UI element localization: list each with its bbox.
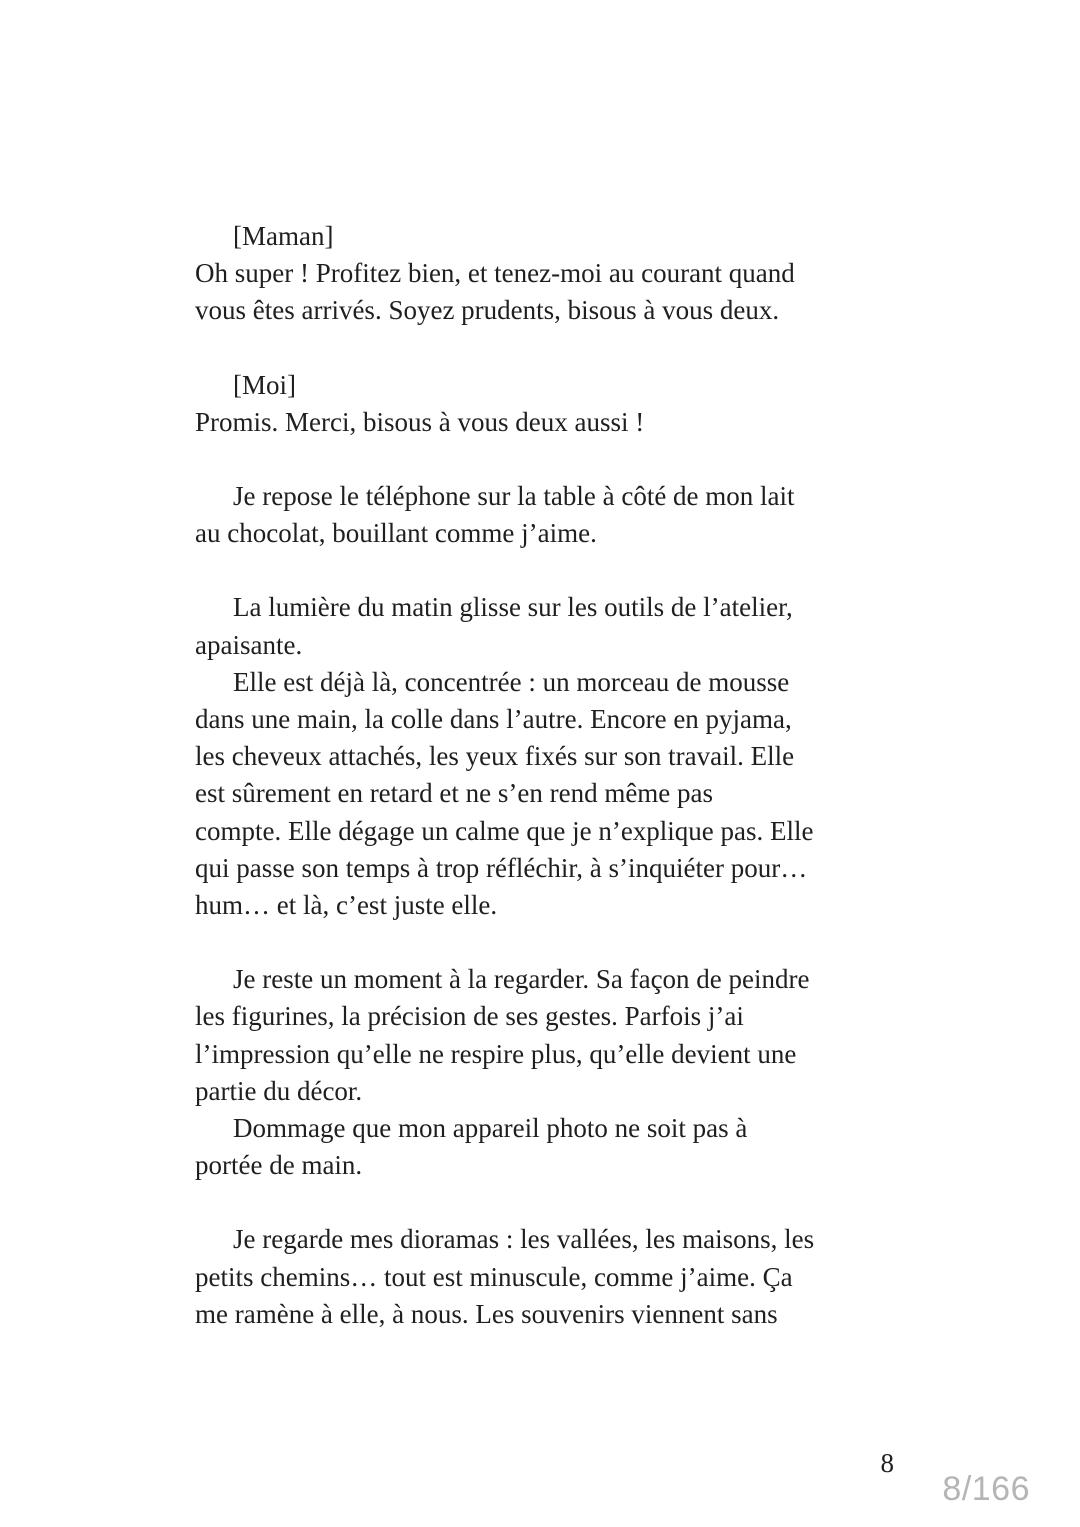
text-line: l’impression qu’elle ne respire plus, qu’elle devient une: [195, 1038, 797, 1069]
paragraph: [195, 1110, 905, 1184]
text-line: [Moi]: [233, 369, 296, 400]
text-line: Je reste un moment à la regarder. Sa façon de peindre: [233, 964, 810, 995]
paragraph: [195, 1221, 905, 1333]
text-line: Je regarde mes dioramas : les vallées, les maisons, les: [233, 1224, 815, 1255]
paragraph: [195, 478, 905, 552]
text-line: Dommage que mon appareil photo ne soit pas à: [233, 1113, 748, 1144]
text-line: les cheveux attachés, les yeux fixés sur son travail. Elle: [195, 741, 795, 772]
paragraph: [195, 255, 905, 329]
page-text: [195, 218, 905, 1333]
text-line: au chocolat, bouillant comme j’aime.: [195, 518, 597, 549]
paragraph: [195, 589, 905, 663]
paragraph: [195, 404, 905, 441]
text-line: Promis. Merci, bisous à vous deux aussi !: [195, 406, 645, 437]
text-line: Elle est déjà là, concentrée : un morceau de mousse: [233, 666, 790, 697]
text-line: les figurines, la précision de ses gestes. Parfois j’ai: [195, 1001, 744, 1032]
text-line: Oh super ! Profitez bien, et tenez-moi au courant quand: [195, 258, 795, 289]
text-line: apaisante.: [195, 629, 303, 660]
speaker-label: [195, 218, 905, 255]
text-line: Je repose le téléphone sur la table à côté de mon lait: [233, 481, 795, 512]
reader-page-progress[interactable]: 8/166: [942, 1470, 1030, 1508]
speaker-label: [195, 367, 905, 404]
paragraph: [195, 961, 905, 1110]
text-line: dans une main, la colle dans l’autre. Encore en pyjama,: [195, 704, 792, 735]
text-line: partie du décor.: [195, 1075, 363, 1106]
text-line: portée de main.: [195, 1150, 363, 1181]
text-line: est sûrement en retard et ne s’en rend même pas: [195, 778, 714, 809]
text-line: petits chemins… tout est minuscule, comme j’aime. Ça: [195, 1261, 793, 1292]
text-line: [Maman]: [233, 221, 334, 251]
text-line: qui passe son temps à trop réfléchir, à s’inquiéter pour…: [195, 852, 808, 883]
page-number: 8: [880, 1448, 894, 1478]
text-line: me ramène à elle, à nous. Les souvenirs viennent sans: [195, 1298, 778, 1329]
text-line: hum… et là, c’est juste elle.: [195, 890, 498, 921]
text-line: La lumière du matin glisse sur les outils de l’atelier,: [233, 592, 793, 623]
text-line: compte. Elle dégage un calme que je n’explique pas. Elle: [195, 815, 814, 846]
text-line: vous êtes arrivés. Soyez prudents, bisous à vous deux.: [195, 295, 780, 326]
paragraph: [195, 664, 905, 924]
